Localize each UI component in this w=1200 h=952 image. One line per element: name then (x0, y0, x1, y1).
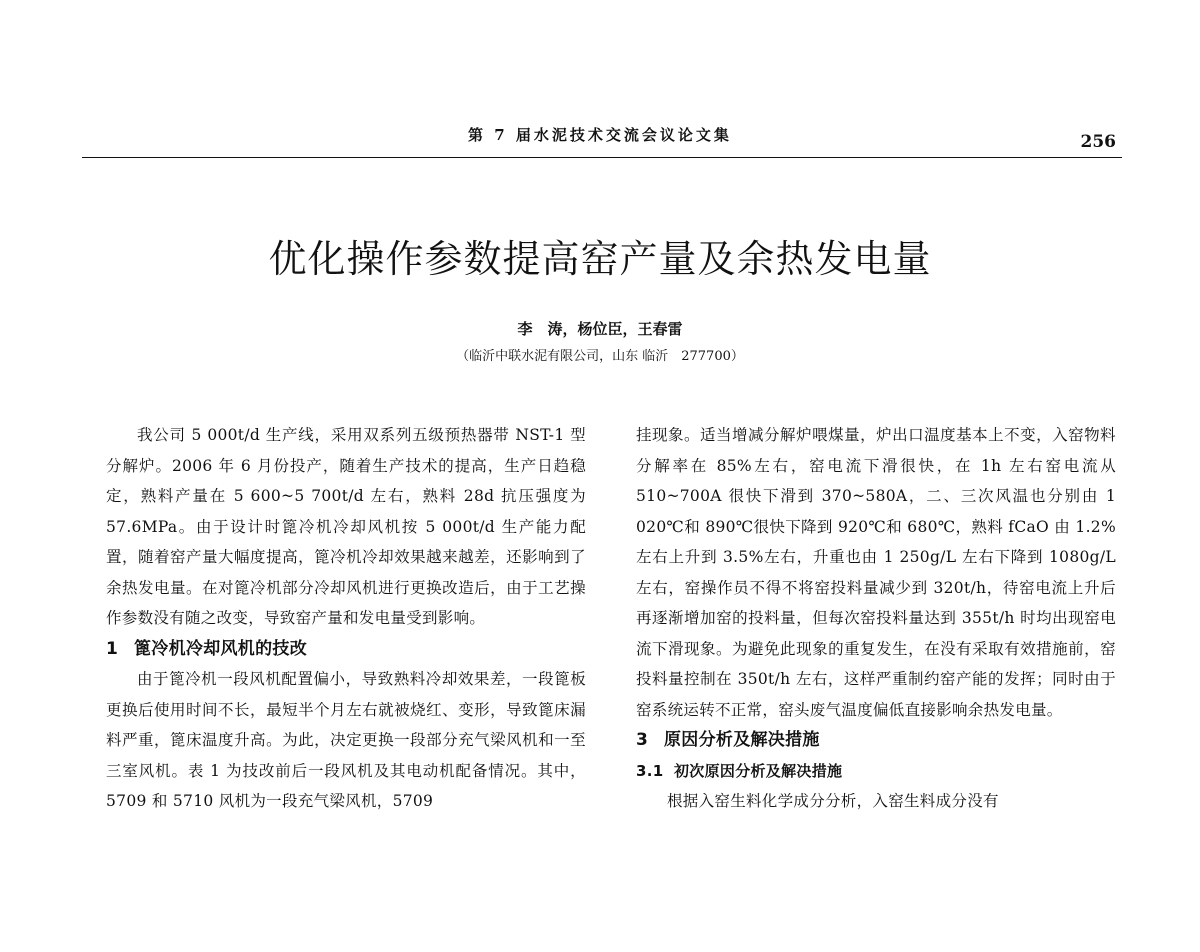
left-column (106, 420, 586, 817)
header-rule (82, 157, 1122, 158)
section-3-1-title: 初次原因分析及解决措施 (674, 761, 843, 780)
section-3-1-heading (636, 756, 1116, 787)
section-1-number: 1 (106, 638, 119, 659)
continued-paragraph: 挂现象。适当增减分解炉喂煤量，炉出口温度基本上不变，入窑物料分解率在 85%左右，窑电流下滑很快，在 1h 左右窑电流从 510~700A 很快下滑到 370~580A，二、三次风温也分别由 1 020℃和 890℃很快下降到 920℃和 680℃，熟料 fCaO 由 1.2%左右上升到 3.5%左右，升重也由 1 250g/L 左右下降到 1080g/L 左右，窑操作员不得不将窑投料量减少到 320t/h，待窑电流上升后再逐渐增加窑的投料量，但每次窑投料量达到 355t/h 时均出现窑电流下滑现象。为避免此现象的重复发生，在没有采取有效措施前，窑投料量控制在 350t/h 左右，这样严重制约窑产能的发挥；同时由于窑系统运转不正常，窑头废气温度偏低直接影响余热发电量。 (636, 426, 1116, 719)
section-3-number: 3 (636, 730, 649, 750)
running-head: 第 7 届水泥技术交流会议论文集 (468, 126, 732, 144)
intro-paragraph: 我公司 5 000t/d 生产线，采用双系列五级预热器带 NST-1 型分解炉。2006 年 6 月份投产，随着生产技术的提高，生产日趋稳定，熟料产量在 5 600~5 700t/d 左右，熟料 28d 抗压强度为 57.6MPa。由于设计时篦冷机冷却风机按 5 000t/d 生产能力配置，随着窑产量大幅度提高，篦冷机冷却效果越来越差，还影响到了余热发电量。在对篦冷机部分冷却风机进行更换改造后，由于工艺操作参数没有随之改变，导致窑产量和发电量受到影响。 (106, 426, 586, 627)
section-3-1-number: 3.1 (636, 761, 664, 780)
article-title: 优化操作参数提高窑产量及余热发电量 (268, 237, 932, 281)
article-authors: 李 涛，杨位臣，王春雷 (517, 320, 683, 338)
article-affiliation: （临沂中联水泥有限公司，山东 临沂 277700） (456, 349, 744, 364)
section-3-1-paragraph: 根据入窑生料化学成分分析，入窑生料成分没有 (667, 792, 999, 810)
section-1-title: 篦冷机冷却风机的技改 (134, 638, 307, 659)
right-column (636, 420, 1116, 817)
section-3-heading (636, 725, 1116, 756)
page-number: 256 (1080, 132, 1116, 152)
section-3-title: 原因分析及解决措施 (664, 730, 820, 750)
section-1-paragraph: 由于篦冷机一段风机配置偏小，导致熟料冷却效果差，一段篦板更换后使用时间不长，最短半个月左右就被烧红、变形，导致篦床漏料严重，篦床温度升高。为此，决定更换一段部分充气梁风机和一至三室风机。表 1 为技改前后一段风机及其电动机配备情况。其中，5709 和 5710 风机为一段充气梁风机，5709 (106, 670, 586, 810)
section-1-heading (106, 634, 586, 665)
